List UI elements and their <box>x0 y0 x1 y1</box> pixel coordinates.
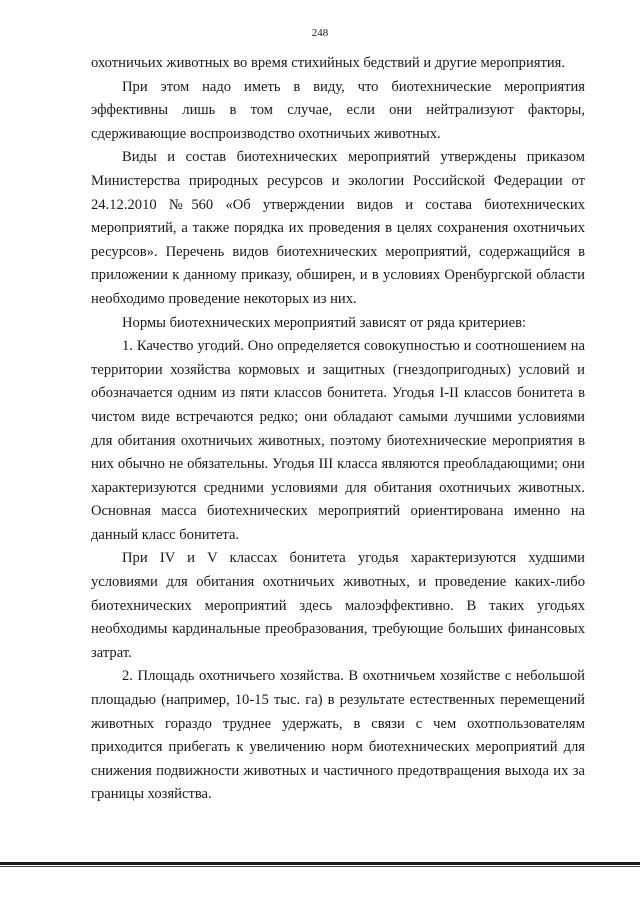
paragraph-order-560: Виды и состав биотехнических мероприятий утверждены приказом Министерства природных ресурсов и экологии Российской Федерации от 24.12.2010 №560 «Об утверждении видов и состава биотехнических мероприятий, а также порядка их проведения в целях сохранения охотничьих ресурсов». Перечень видов биотехнических мероприятий, содержащийся в приложении к данному приказу, обширен, и в условиях Оренбургской области необходимо проведение некоторых из них. <box>91 149 585 307</box>
paragraph-land-quality: 1. Качество угодий. Оно определяется совокупностью и соотношением на территории хозяйства кормовых и защитных (гнездопригодных) условий и обозначается одним из пяти классов бонитета. Угодья I-II классов бонитета в чистом виде встречаются редко; они обладают самыми лучшими условиями для обитания охотничьих животных, поэтому биотехнические мероприятия в них обычно не обязательны. Угодья III класса являются преобладающими; они характеризуются средними условиями для обитания охотничьих животных. Основная масса биотехнических мероприятий ориентирована именно на данный класс бонитета. <box>91 338 585 543</box>
page-number: 248 <box>311 27 329 39</box>
paragraph-biotech-effectiveness: При этом надо иметь в виду, что биотехнические мероприятия эффективны лишь в том случае, если они нейтрализуют факторы, сдерживающие воспроизводство охотничьих животных. <box>91 78 585 142</box>
footer-rule-thin <box>0 866 640 867</box>
paragraph-criteria-intro: Нормы биотехнических мероприятий зависят от ряда критериев: <box>122 314 527 331</box>
paragraph-farm-area: 2. Площадь охотничьего хозяйства. В охотничьем хозяйстве с небольшой площадью (например, 10-15 тыс. га) в результате естественных перемещений животных гораздо труднее удержать, в связи с чем охотпользователям приходится прибегать к увеличению норм биотехнических мероприятий для снижения подвижности животных и частичного предотвращения выхода их за границы хозяйства. <box>91 668 585 803</box>
paragraph-class-iv-v: При IV и V классах бонитета угодья характеризуются худшими условиями для обитания охотничьих животных, и проведение каких-либо биотехнических мероприятий здесь малоэффективно. В таких угодьях необходимы кардинальные преобразования, требующие больших финансовых затрат. <box>91 550 585 661</box>
footer-rule <box>0 862 640 865</box>
paragraph-continuation: охотничьих животных во время стихийных бедствий и другие мероприятия. <box>91 55 566 71</box>
document-body <box>91 52 585 807</box>
